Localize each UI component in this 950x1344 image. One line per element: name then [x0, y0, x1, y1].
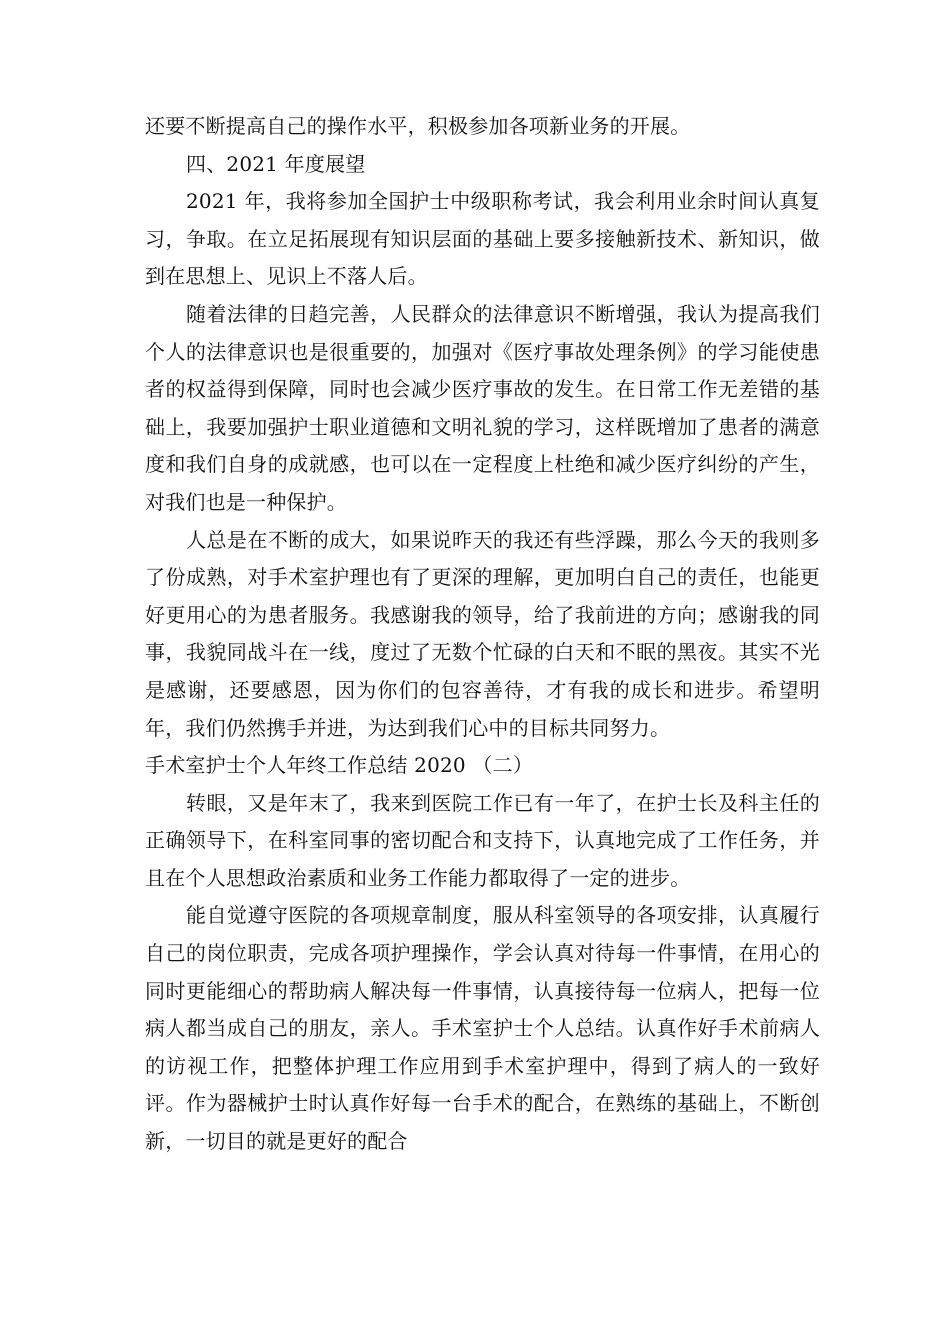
paragraph-duties: 能自觉遵守医院的各项规章制度，服从科室领导的各项安排，认真履行自己的岗位职责，完成各项护理操作，学会认真对待每一件事情，在用心的同时更能细心的帮助病人解决每一件事情，认真接待每一位病人，把每一位病人都当成自己的朋友，亲人。手术室护士个人总结。认真作好手术前病人的访视工作，把整体护理工作应用到手术室护理中，得到了病人的一致好评。作为器械护士时认真作好每一台手术的配合，在熟练的基础上，不断创新，一切目的就是更好的配合	[145, 903, 820, 1154]
section-heading-outlook: 四、2021 年度展望	[186, 151, 366, 176]
paragraph-year-end: 转眼，又是年末了，我来到医院工作已有一年了，在护士长及科主任的正确领导下，在科室同事的密切配合和支持下，认真地完成了工作任务，并且在个人思想政治素质和业务工作能力都取得了一定的进步。	[145, 790, 820, 890]
paragraph-continuation: 还要不断提高自己的操作水平，积极参加各项新业务的开展。	[145, 114, 691, 138]
section-title-summary-two: 手术室护士个人年终工作总结 2020 （二）	[145, 753, 534, 778]
document-body	[145, 108, 820, 1161]
paragraph-growth-thanks: 人总是在不断的成大，如果说昨天的我还有些浮躁，那么今天的我则多了份成熟，对手术室护理也有了更深的理解，更加明白自己的责任，也能更好更用心的为患者服务。我感谢我的领导，给了我前进的方向；感谢我的同事，我貌同战斗在一线，度过了无数个忙碌的白天和不眠的黑夜。其实不光是感谢，还要感恩，因为你们的包容善待，才有我的成长和进步。希望明年，我们仍然携手并进，为达到我们心中的目标共同努力。	[145, 527, 820, 740]
paragraph-legal-awareness: 随着法律的日趋完善，人民群众的法律意识不断增强，我认为提高我们个人的法律意识也是很重要的，加强对《医疗事故处理条例》的学习能使患者的权益得到保障，同时也会减少医疗事故的发生。在日常工作无差错的基础上，我要加强护士职业道德和文明礼貌的学习，这样既增加了患者的满意度和我们自身的成就感，也可以在一定程度上杜绝和减少医疗纠纷的产生，对我们也是一种保护。	[145, 301, 820, 514]
paragraph-exam-plan: 2021 年，我将参加全国护士中级职称考试，我会利用业余时间认真复习，争取。在立足拓展现有知识层面的基础上要多接触新技术、新知识，做到在思想上、见识上不落人后。	[145, 189, 820, 289]
